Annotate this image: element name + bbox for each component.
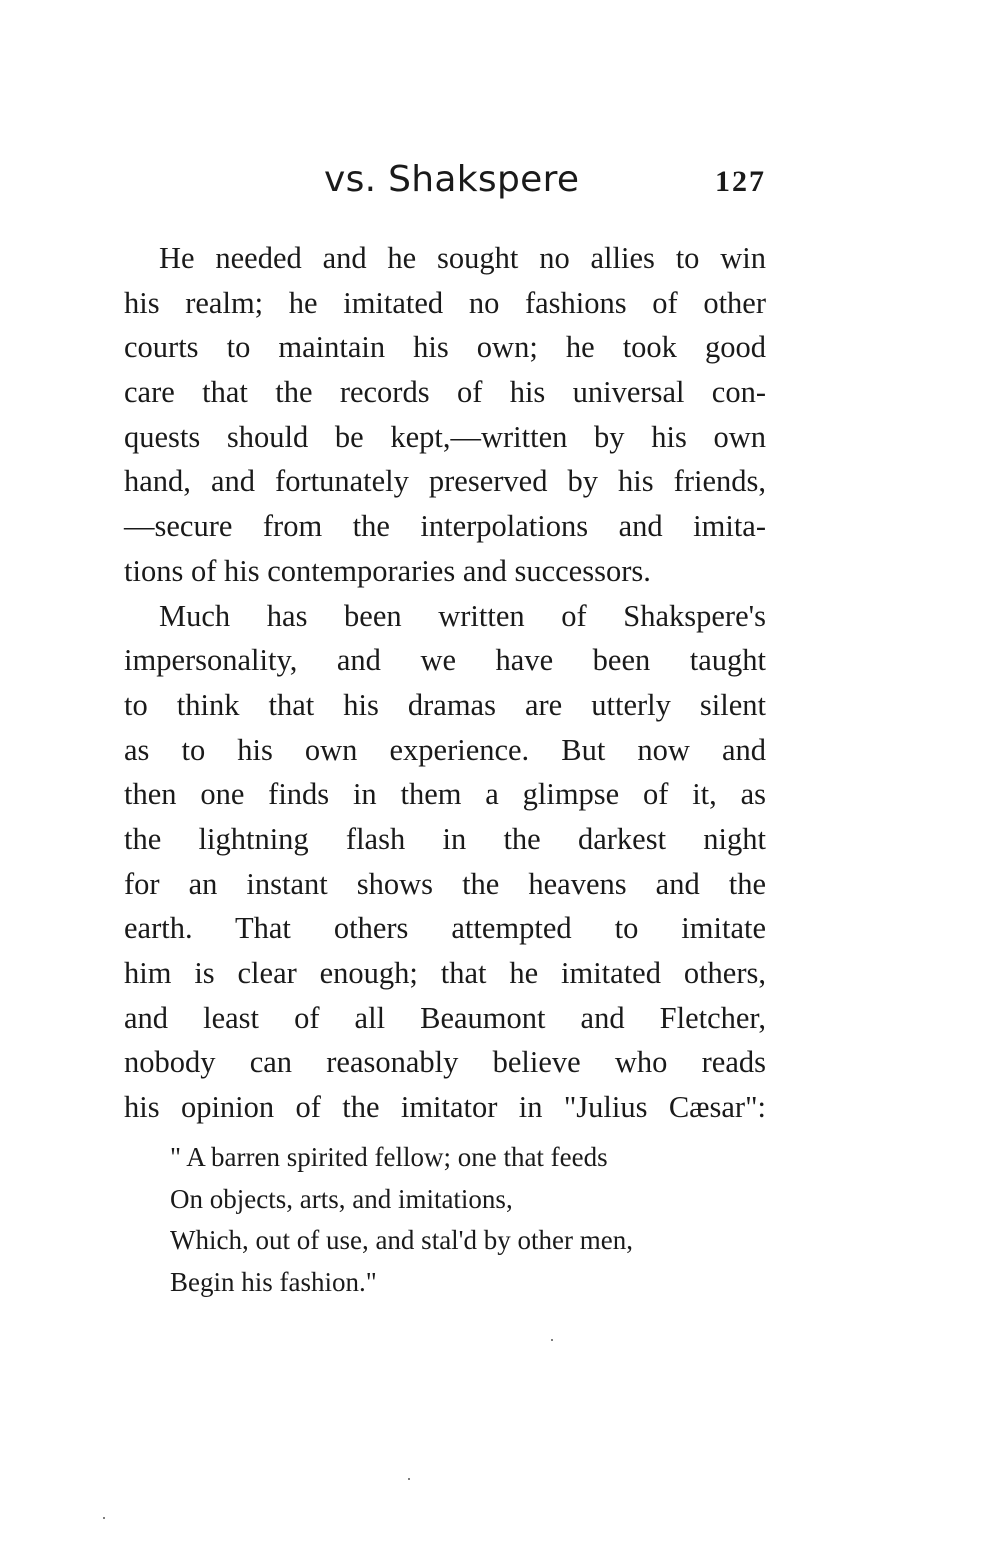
- text-line: his opinion of the imitator in "Julius Cæsar":: [124, 1090, 766, 1125]
- quote-line: Begin his fashion.": [170, 1266, 377, 1297]
- running-head: vs. Shakspere: [324, 159, 580, 200]
- text-line: nobody can reasonably believe who reads: [124, 1045, 766, 1080]
- text-line: his realm; he imitated no fashions of other: [124, 285, 766, 320]
- text-line: He needed and he sought no allies to win: [159, 241, 766, 275]
- text-line: and least of all Beaumont and Fletcher,: [124, 1000, 766, 1035]
- text-line: care that the records of his universal con-: [124, 375, 766, 410]
- paper-speck: [408, 1478, 410, 1480]
- text-line: courts to maintain his own; he took good: [124, 330, 766, 365]
- text-line: earth. That others attempted to imitate: [124, 911, 766, 946]
- paper-speck: [103, 1517, 105, 1519]
- text-line: quests should be kept,—written by his own: [124, 419, 766, 454]
- text-line: then one finds in them a glimpse of it, as: [124, 777, 766, 812]
- text-line: to think that his dramas are utterly silent: [124, 687, 766, 722]
- quote-line: Which, out of use, and stal'd by other men,: [170, 1225, 634, 1255]
- text-line: —secure from the interpolations and imita-: [124, 509, 766, 544]
- text-line: for an instant shows the heavens and the: [124, 866, 766, 901]
- page-number: 127: [715, 165, 766, 198]
- block-quote: [170, 1137, 633, 1303]
- quote-line: On objects, arts, and imitations,: [170, 1183, 513, 1214]
- text-line: him is clear enough; that he imitated others,: [124, 956, 766, 990]
- text-line: tions of his contemporaries and successors.: [124, 553, 651, 588]
- text-line: Much has been written of Shakspere's: [159, 598, 766, 633]
- body-text: [124, 236, 766, 1130]
- page-header: [124, 158, 766, 210]
- text-line: as to his own experience. But now and: [124, 732, 766, 767]
- text-line: impersonality, and we have been taught: [124, 643, 766, 678]
- text-line: hand, and fortunately preserved by his friends,: [124, 464, 766, 499]
- quote-line: " A barren spirited fellow; one that feeds: [170, 1142, 608, 1172]
- paper-speck: [551, 1339, 553, 1341]
- text-line: the lightning flash in the darkest night: [124, 821, 766, 856]
